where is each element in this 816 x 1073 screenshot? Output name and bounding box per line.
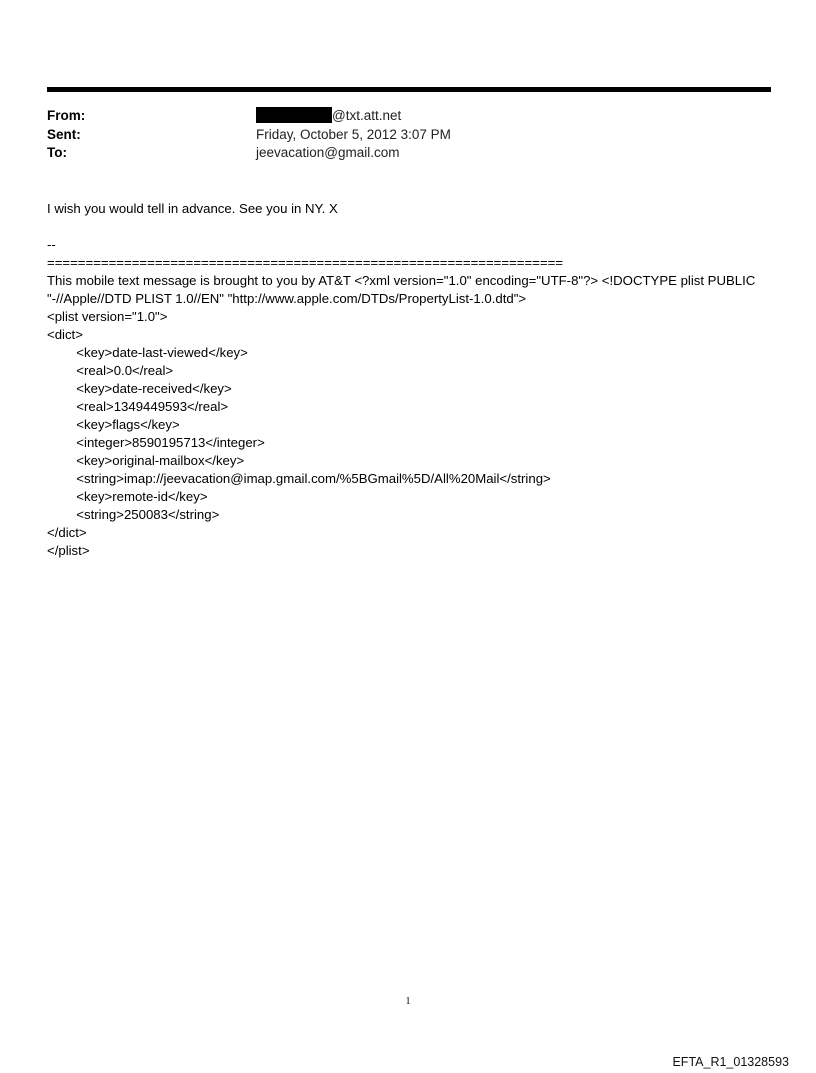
email-header bbox=[47, 107, 747, 163]
to-value: jeevacation@gmail.com bbox=[256, 145, 400, 160]
message-text: I wish you would tell in advance. See you in NY. X bbox=[47, 201, 338, 216]
to-row bbox=[47, 144, 747, 163]
email-body bbox=[47, 200, 777, 560]
att-disclaimer: This mobile text message is brought to you by AT&T <?xml version="1.0" encoding="UTF-8"?> <!DOCTYPE plist PUBLIC "-//Apple//DTD PLIST 1.0//EN" "http://www.apple.com/DTDs/PropertyList-1.0.dtd"> bbox=[47, 273, 756, 306]
dict-line: <key>flags</key> bbox=[47, 417, 180, 432]
from-row bbox=[47, 107, 747, 126]
page-number: 1 bbox=[405, 996, 411, 1007]
dict-line: <key>remote-id</key> bbox=[47, 489, 208, 504]
dict-line: <string>imap://jeevacation@imap.gmail.com/%5BGmail%5D/All%20Mail</string> bbox=[47, 471, 551, 486]
sent-value: Friday, October 5, 2012 3:07 PM bbox=[256, 126, 451, 142]
dict-line: <integer>8590195713</integer> bbox=[47, 435, 265, 450]
dict-line: <real>1349449593</real> bbox=[47, 399, 229, 414]
header-rule bbox=[47, 87, 771, 92]
plist-open: <plist version="1.0"> bbox=[47, 309, 168, 324]
redaction-block bbox=[256, 107, 332, 123]
document-id: EFTA_R1_01328593 bbox=[672, 1055, 789, 1069]
spacer bbox=[47, 218, 777, 236]
sent-label: Sent: bbox=[47, 126, 81, 142]
dict-line: <key>original-mailbox</key> bbox=[47, 453, 245, 468]
dict-line: <key>date-received</key> bbox=[47, 381, 232, 396]
dict-line: <string>250083</string> bbox=[47, 507, 220, 522]
sent-row bbox=[47, 126, 747, 145]
plist-close: </plist> bbox=[47, 543, 90, 558]
dict-close: </dict> bbox=[47, 525, 87, 540]
dict-open: <dict> bbox=[47, 327, 83, 342]
signature-dash: -- bbox=[47, 237, 56, 252]
dict-line: <real>0.0</real> bbox=[47, 363, 174, 378]
from-label: From: bbox=[47, 108, 86, 123]
to-label: To: bbox=[47, 145, 67, 160]
dict-line: <key>date-last-viewed</key> bbox=[47, 345, 248, 360]
separator-line: =================================================================== bbox=[47, 255, 563, 270]
from-value bbox=[256, 107, 401, 126]
from-domain: @txt.att.net bbox=[332, 108, 402, 123]
